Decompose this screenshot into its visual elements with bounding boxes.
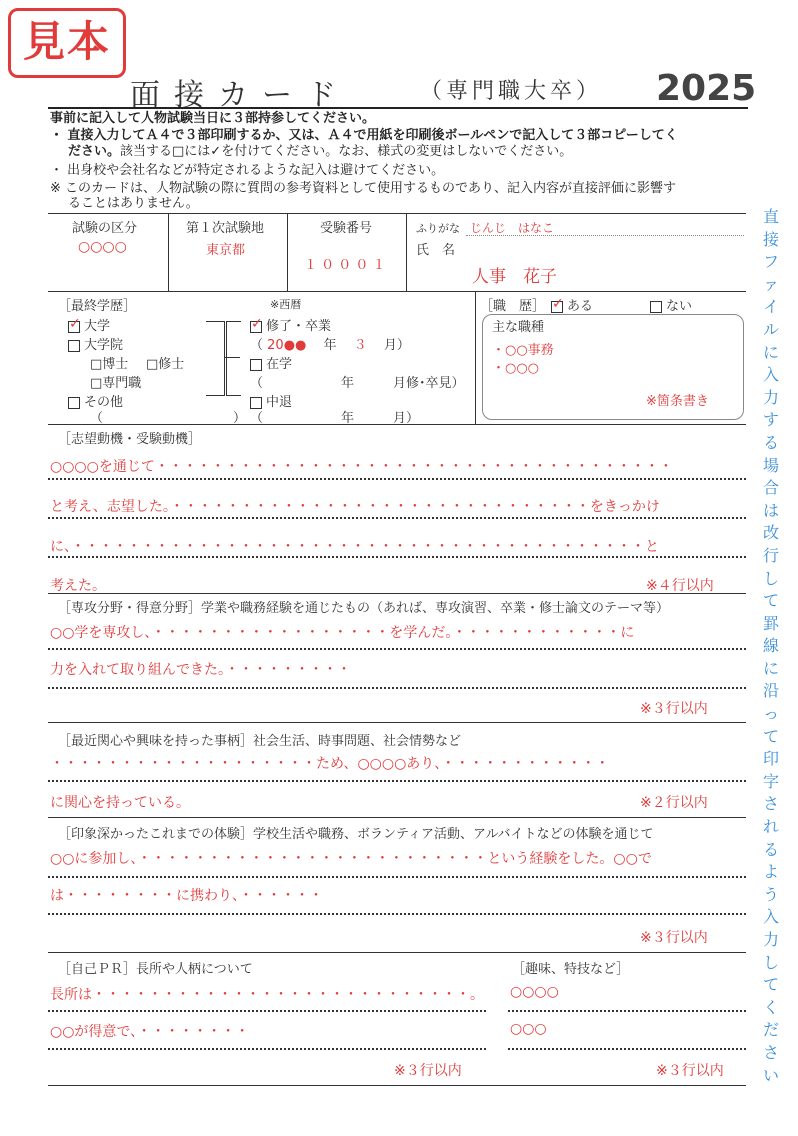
- checkbox-graduate[interactable]: [68, 340, 80, 352]
- experience-line[interactable]: は・・・・・・・・に携わり、・・・・・・: [50, 888, 323, 904]
- grid-line: [475, 291, 476, 424]
- dotted-rule: [48, 478, 746, 480]
- checkbox-career-no[interactable]: [650, 301, 662, 313]
- form-year: 2025: [656, 68, 757, 109]
- bracket-mid: [224, 357, 240, 358]
- form-title: 面接カード: [130, 78, 350, 113]
- grid-line: [48, 213, 746, 214]
- location-label: 第１次試験地: [186, 221, 265, 236]
- checkbox-completed[interactable]: [250, 321, 262, 333]
- dotted-rule: [48, 556, 746, 558]
- category-label: 試験の区分: [72, 221, 138, 236]
- major-limit: ※３行以内: [640, 701, 708, 717]
- career-main-label: 主な職種: [490, 316, 546, 335]
- experience-limit: ※３行以内: [640, 930, 708, 946]
- motivation-line[interactable]: に、・・・・・・・・・・・・・・・・・・・・・・・・・・・・・・・・・・・・・・・・・と: [50, 539, 659, 555]
- dotted-rule: [508, 1048, 746, 1050]
- education-graduate[interactable]: 大学院: [68, 334, 123, 353]
- note-print: ・ 直接入力してＡ４で３部印刷するか、又は、Ａ４で用紙を印刷後ボールペンで記入して３部コピーしてく: [50, 128, 678, 143]
- motivation-line[interactable]: と考え、志望した。・・・・・・・・・・・・・・・・・・・・・・・・・・・・・・をきっかけ: [50, 499, 660, 515]
- section-divider: [48, 1085, 746, 1086]
- pr-line[interactable]: 長所は・・・・・・・・・・・・・・・・・・・・・・・・・・・。: [50, 987, 484, 1003]
- career-no[interactable]: ない: [650, 295, 692, 314]
- motivation-line[interactable]: ○○○○を通じて・・・・・・・・・・・・・・・・・・・・・・・・・・・・・・・・・・・・・: [50, 459, 673, 475]
- grid-line: [168, 213, 169, 291]
- note-print-cont: ださい。該当する□には✓を付けてください。なお、様式の変更はしないでください。: [68, 144, 573, 159]
- education-doctor[interactable]: □博士: [90, 357, 129, 372]
- checkbox-career-yes[interactable]: [551, 301, 563, 313]
- motivation-heading: ［志望動機・受験動機］: [58, 432, 202, 447]
- bracket-left: [206, 321, 225, 396]
- dotted-rule: [48, 1010, 486, 1012]
- hobby-limit: ※３行以内: [656, 1063, 724, 1079]
- education-professional[interactable]: □専門職: [90, 376, 142, 391]
- career-item[interactable]: ・○○事務: [492, 343, 554, 358]
- major-heading: ［専攻分野・得意分野］学業や職務経験を通じたもの（あれば、専攻演習、卒業・修士論文のテーマ等）: [58, 601, 670, 616]
- hobby-heading: ［趣味、特技など］: [512, 962, 630, 977]
- name-label: 氏 名: [416, 243, 456, 258]
- major-line[interactable]: ○○学を専攻し、・・・・・・・・・・・・・・・・・を学んだ。・・・・・・・・・・・・に: [50, 625, 635, 641]
- major-line[interactable]: 力を入れて取り組んできた。・・・・・・・・・: [50, 662, 351, 678]
- furigana-label: ふりがな: [416, 222, 460, 235]
- grid-line: [48, 291, 746, 292]
- education-other-paren[interactable]: （ ）: [90, 411, 247, 426]
- education-university[interactable]: ✓大学: [68, 315, 110, 334]
- section-divider: [48, 817, 746, 818]
- number-label: 受験番号: [320, 221, 373, 236]
- category-value[interactable]: ○○○○: [78, 239, 127, 255]
- hobby-line[interactable]: ○○○: [510, 1021, 547, 1037]
- dotted-rule: [48, 648, 746, 650]
- bullet-note: ※箇条書き: [646, 394, 709, 409]
- note-bring: 事前に記入して人物試験当日に３部持参してください。: [50, 111, 376, 126]
- status-completed[interactable]: ✓修了・卒業: [250, 315, 331, 334]
- number-value[interactable]: １ ０ ０ ０ １: [304, 258, 386, 273]
- interest-heading: ［最近関心や興味を持った事柄］社会生活、時事問題、社会情勢など: [58, 734, 462, 749]
- sample-stamp: 見本: [8, 8, 126, 78]
- dotted-rule: [48, 780, 746, 782]
- motivation-line[interactable]: 考えた。: [50, 578, 106, 594]
- pr-line[interactable]: ○○が得意で、・・・・・・・・: [50, 1024, 250, 1040]
- furigana-value[interactable]: じんじ はなこ: [470, 221, 555, 235]
- experience-line[interactable]: ○○に参加し、・・・・・・・・・・・・・・・・・・・・・・・・・という経験をした。○○で: [50, 851, 652, 867]
- western-note: ※西暦: [270, 298, 302, 311]
- education-master[interactable]: □修士: [146, 357, 185, 372]
- hobby-line[interactable]: ○○○○: [510, 984, 559, 1000]
- interest-line[interactable]: に関心を持っている。: [50, 795, 190, 811]
- bracket-right: [226, 321, 241, 396]
- status-enrolled[interactable]: 在学: [250, 353, 292, 372]
- note-identity: ・ 出身校や会社名などが特定されるような記入は避けてください。: [50, 163, 445, 178]
- withdrawn-date[interactable]: （ 年 月）: [250, 411, 420, 426]
- interest-limit: ※２行以内: [640, 795, 708, 811]
- name-value[interactable]: 人事 花子: [472, 267, 557, 287]
- grid-line: [406, 213, 407, 291]
- grid-line: [48, 424, 746, 425]
- status-withdrawn[interactable]: 中退: [250, 391, 292, 410]
- location-value[interactable]: 東京都: [206, 243, 246, 258]
- dotted-rule: [48, 1048, 486, 1050]
- furigana-rule: [466, 235, 744, 236]
- career-yes[interactable]: ✓ ある: [551, 295, 593, 314]
- pr-heading: ［自己ＰＲ］長所や人柄について: [58, 962, 253, 977]
- motivation-limit: ※４行以内: [646, 578, 714, 594]
- career-item[interactable]: ・○○○: [492, 361, 540, 376]
- form-subtitle: （専門職大卒）: [420, 79, 603, 104]
- note-reference-a: ※ このカードは、人物試験の際に質問の参考資料として使用するものであり、記入内容が直接評価に影響す: [50, 181, 677, 196]
- side-instruction: 直 接 フ ァ イ ル に 入 力 す る 場 合 は 改 行 し て 罫 線 に 沿 っ て 印 字 さ れ る よ う 入 力 し て く だ さ い: [762, 207, 779, 1085]
- section-divider: [48, 952, 746, 953]
- experience-heading: ［印象深かったこれまでの体験］学校生活や職務、ボランティア活動、アルバイトなどの体験を通じて: [58, 827, 654, 842]
- checkbox-enrolled[interactable]: [250, 359, 262, 371]
- dotted-rule: [48, 687, 746, 689]
- checkbox-other[interactable]: [68, 397, 80, 409]
- note-reference-b: ることはありません。: [68, 196, 199, 211]
- education-other[interactable]: その他: [68, 391, 123, 410]
- dotted-rule: [48, 913, 746, 915]
- checkbox-university[interactable]: [68, 321, 80, 333]
- dotted-rule: [48, 876, 746, 878]
- title-underline: [48, 107, 748, 109]
- education-heading: ［最終学歴］: [58, 299, 137, 314]
- dotted-rule: [48, 517, 746, 519]
- career-heading: ［職 歴］: [480, 299, 546, 314]
- pr-limit: ※３行以内: [394, 1063, 462, 1079]
- dotted-rule: [508, 1010, 746, 1012]
- completed-date[interactable]: （ 20●● 年 ３ 月）: [250, 338, 410, 353]
- enrolled-date[interactable]: （ 年 月修･卒見）: [250, 376, 465, 391]
- section-divider: [48, 593, 746, 594]
- section-divider: [48, 722, 746, 723]
- interest-line[interactable]: ・・・・・・・・・・・・・・・・・・・ため、○○○○あり、・・・・・・・・・・・・: [50, 756, 610, 772]
- grid-line: [287, 213, 288, 291]
